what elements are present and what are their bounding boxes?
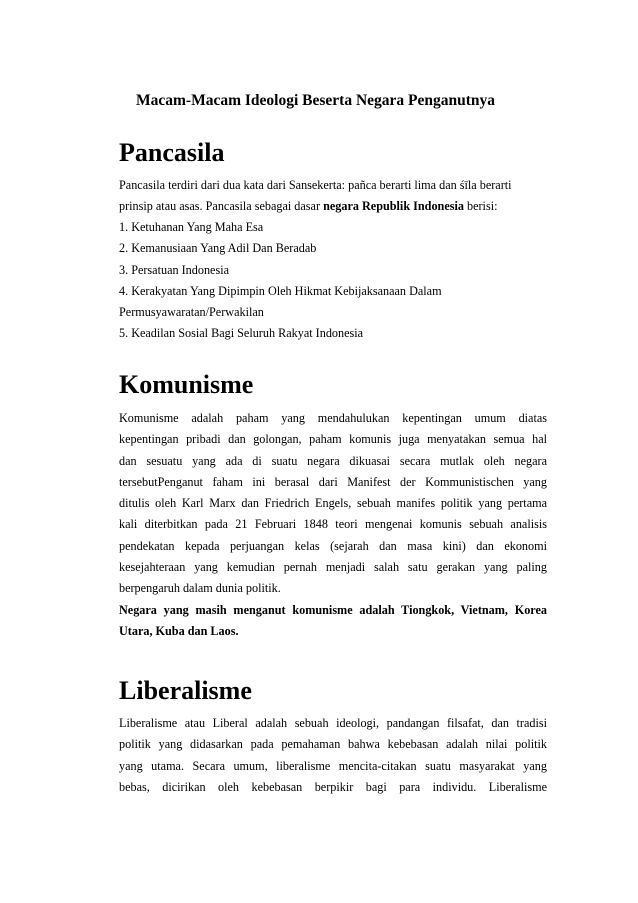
paragraph-line: kepentingan pribadi dan golongan, paham komunis juga menyatakan semua hal [119, 432, 547, 447]
paragraph-line: politik yang didasarkan pada pemahaman bahwa kebebasan adalah nilai politik [119, 737, 547, 752]
list-item: Permusyawaratan/Perwakilan [119, 305, 264, 320]
paragraph-line: Komunisme adalah paham yang mendahulukan kepentingan umum diatas [119, 411, 547, 425]
bold-line: Negara yang masih menganut komunisme adalah Tiongkok, Vietnam, Korea [119, 602, 547, 617]
paragraph-line: kesejahteraan yang kemudian pernah menjadi salah satu gerakan yang paling [119, 560, 547, 575]
paragraph-line: dan sesuatu yang ada di suatu negara dikuasai secara mutlak oleh negara [119, 453, 547, 468]
heading-liberalisme: Liberalisme [119, 676, 252, 705]
paragraph-line: tersebutPenganut faham ini berasal dari Manifest der Kommunistischen yang [119, 474, 547, 489]
paragraph-line: kali diterbitkan pada 21 Februari 1848 teori mengenai komunis sebuah analisis [119, 517, 547, 532]
pancasila-list [119, 217, 442, 345]
pancasila-paragraph [119, 175, 547, 218]
list-item: 5. Keadilan Sosial Bagi Seluruh Rakyat Indonesia [119, 326, 364, 341]
bold-line: Utara, Kuba dan Laos. [119, 623, 239, 638]
paragraph-line: yang utama. Secara umum, liberalisme mencita-citakan suatu masyarakat yang [119, 758, 547, 773]
paragraph-line: pendekatan kepada perjuangan kelas (sejarah dan masa kini) dan ekonomi [119, 538, 547, 553]
paragraph-line: ditulis oleh Karl Marx dan Friedrich Engels, sebuah manifes politik yang pertama [119, 496, 547, 511]
list-item: 1. Ketuhanan Yang Maha Esa [119, 220, 264, 234]
paragraph-line: prinsip atau asas. Pancasila sebagai dasar negara Republik Indonesia berisi: [119, 199, 498, 214]
list-item: 4. Kerakyatan Yang Dipimpin Oleh Hikmat Kebijaksanaan Dalam [119, 283, 442, 298]
paragraph-line: Pancasila terdiri dari dua kata dari Sansekerta: pañca berarti lima dan śīla berarti [119, 178, 512, 192]
paragraph-line: berpengaruh dalam dunia politik. [119, 581, 281, 596]
heading-komunisme: Komunisme [119, 370, 254, 399]
heading-pancasila: Pancasila [119, 138, 225, 167]
paragraph-line: bebas, dicirikan oleh kebebasan berpikir bagi para individu. Liberalisme [119, 779, 547, 794]
list-item: 2. Kemanusiaan Yang Adil Dan Beradab [119, 241, 317, 256]
document-title: Macam-Macam Ideologi Beserta Negara Penganutnya [136, 92, 496, 109]
list-item: 3. Persatuan Indonesia [119, 262, 229, 277]
komunisme-paragraph [119, 408, 547, 642]
liberalisme-paragraph [119, 713, 547, 798]
bold-phrase: negara Republik Indonesia [323, 199, 464, 214]
paragraph-line: Liberalisme atau Liberal adalah sebuah ideologi, pandangan filsafat, dan tradisi [119, 716, 547, 730]
